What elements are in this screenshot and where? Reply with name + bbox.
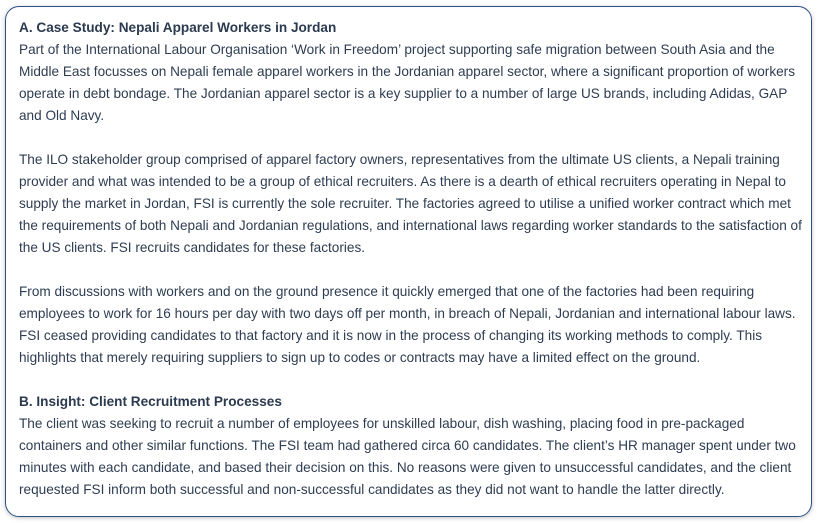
insight-paragraph-1: The client was seeking to recruit a number of employees for unskilled labour, dish washing, placing food in pre-packaged containers and other similar functions. The FSI team had gathered circa 60 candidates. The client’s HR manager spent under two minutes with each candidate, and based their decision on this. No reasons were given to unsuccessful candidates, and the client requested FSI inform both successful and non-successful candidates as they did not want to handle the latter directly.: [19, 416, 796, 497]
case-study-card: [5, 6, 812, 517]
case-study-paragraph-2: The ILO stakeholder group comprised of apparel factory owners, representatives from the ultimate US clients, a Nepali training provider and what was intended to be a group of ethical recruiters. As there is a dearth of ethical recruiters operating in Nepal to supply the market in Jordan, FSI is currently the sole recruiter. The factories agreed to utilise a unified worker contract which met the requirements of both Nepali and Jordanian regulations, and international laws regarding worker standards to the satisfaction of the US clients. FSI recruits candidates for these factories.: [19, 152, 802, 255]
section-insight: [19, 391, 803, 501]
section-case-study: [19, 17, 803, 391]
section-title-case-study: A. Case Study: Nepali Apparel Workers in Jordan: [19, 20, 337, 35]
paragraph-gap: [19, 127, 803, 149]
paragraph-gap: [19, 369, 803, 391]
paragraph-gap: [19, 259, 803, 281]
case-study-paragraph-3: From discussions with workers and on the ground presence it quickly emerged that one of the factories had been requiring employees to work for 16 hours per day with two days off per month, in breach of Nepali, Jordanian and international labour laws. FSI ceased providing candidates to that factory and it is now in the process of changing its working methods to comply. This highlights that merely requiring suppliers to sign up to codes or contracts may have a limited effect on the ground.: [19, 284, 796, 365]
section-title-insight: B. Insight: Client Recruitment Processes: [19, 394, 282, 409]
case-study-paragraph-1: Part of the International Labour Organisation ‘Work in Freedom’ project supporting safe migration between South Asia and the Middle East focusses on Nepali female apparel workers in the Jordanian apparel sector, where a significant proportion of workers operate in debt bondage. The Jordanian apparel sector is a key supplier to a number of large US brands, including Adidas, GAP and Old Navy.: [19, 42, 796, 123]
